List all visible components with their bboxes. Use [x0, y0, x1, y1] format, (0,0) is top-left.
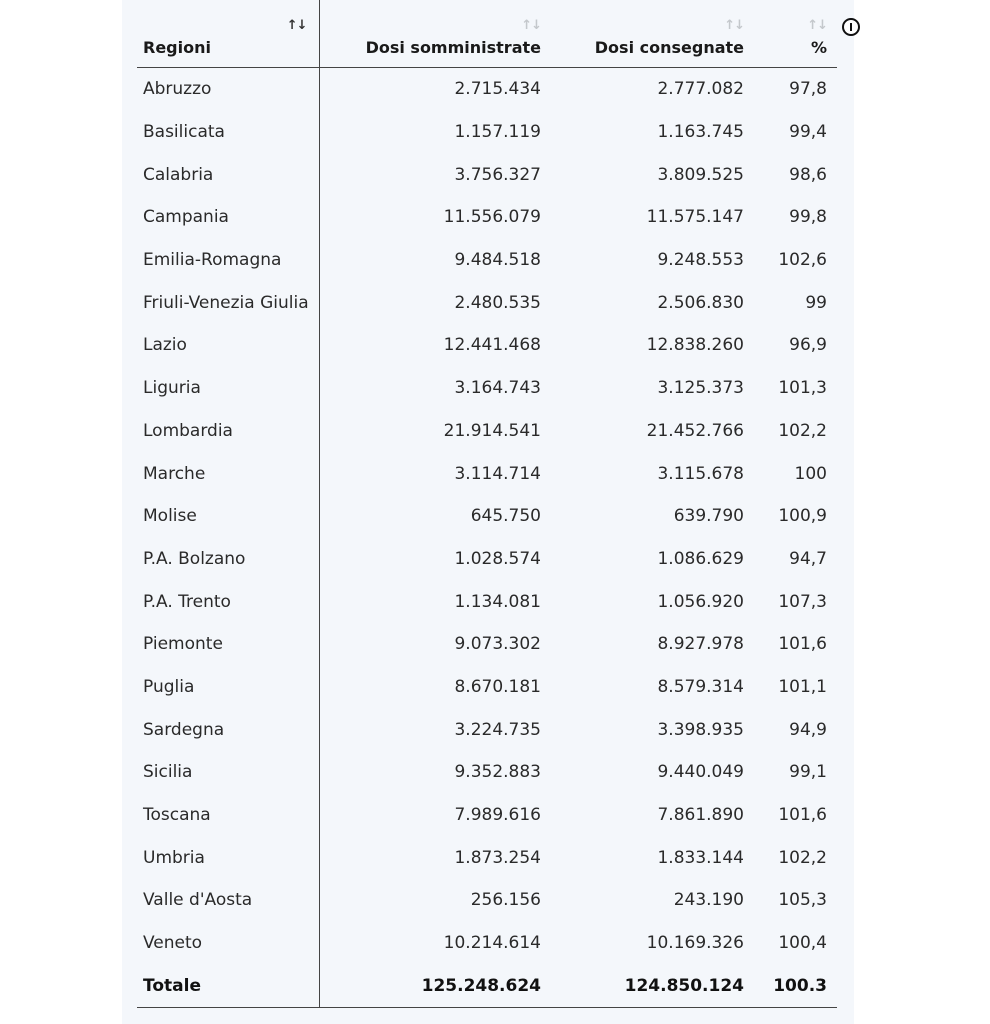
cell-administered: 7.989.616 [454, 805, 541, 826]
cell-delivered: 9.248.553 [657, 250, 744, 271]
table-row [137, 794, 837, 837]
sort-arrows-icon[interactable]: ↑↓ [286, 18, 307, 33]
table-row [137, 879, 837, 922]
column-header-region[interactable] [137, 0, 319, 68]
cell-administered: 1.873.254 [454, 847, 541, 868]
cell-region: Lombardia [137, 410, 319, 453]
cell-percent: 99,4 [789, 122, 827, 143]
info-icon-stem [850, 23, 852, 31]
cell-region: Molise [137, 495, 319, 538]
cell-region: Puglia [137, 666, 319, 709]
table-row [137, 367, 837, 410]
table-header [137, 0, 837, 68]
cell-delivered: 21.452.766 [646, 420, 744, 441]
sort-arrows-icon[interactable]: ↑↓ [724, 18, 744, 33]
column-header-label: Dosi consegnate [594, 38, 744, 57]
cell-percent: 101,6 [778, 634, 827, 655]
cell-delivered: 2.777.082 [657, 79, 744, 100]
cell-administered: 645.750 [470, 506, 541, 527]
cell-administered: 10.214.614 [443, 933, 541, 954]
cell-percent: 99 [805, 292, 827, 313]
cell-region: Marche [137, 452, 319, 495]
table-body [137, 68, 837, 1008]
cell-percent: 107,3 [778, 591, 827, 612]
table-row [137, 281, 837, 324]
cell-administered: 1.157.119 [454, 122, 541, 143]
cell-administered: 1.028.574 [454, 548, 541, 569]
cell-administered: 9.073.302 [454, 634, 541, 655]
column-header-administered[interactable] [319, 0, 551, 68]
cell-region: Valle d'Aosta [137, 879, 319, 922]
vaccine-doses-table-container [137, 0, 837, 1008]
info-icon[interactable] [842, 18, 860, 36]
table-row [137, 623, 837, 666]
cell-delivered: 1.056.920 [657, 591, 744, 612]
table-row [137, 410, 837, 453]
vaccine-doses-table [137, 0, 837, 1008]
column-header-label: Dosi somministrate [365, 38, 541, 57]
cell-administered: 2.715.434 [454, 79, 541, 100]
cell-percent: 101,6 [778, 805, 827, 826]
cell-region: Sardegna [137, 708, 319, 751]
cell-percent: 99,8 [789, 207, 827, 228]
total-row [137, 964, 837, 1008]
cell-region: Calabria [137, 153, 319, 196]
cell-region: P.A. Trento [137, 580, 319, 623]
cell-percent: 94,7 [789, 548, 827, 569]
cell-percent: 97,8 [789, 79, 827, 100]
cell-percent: 102,6 [778, 250, 827, 271]
cell-percent: 100,9 [778, 506, 827, 527]
total-label: Totale [137, 964, 319, 1008]
cell-region: Friuli-Venezia Giulia [137, 281, 319, 324]
cell-administered: 21.914.541 [443, 420, 541, 441]
column-header-label: Regioni [143, 38, 211, 57]
cell-administered: 9.352.883 [454, 762, 541, 783]
cell-administered: 3.756.327 [454, 164, 541, 185]
cell-delivered: 2.506.830 [657, 292, 744, 313]
cell-administered: 12.441.468 [443, 335, 541, 356]
cell-administered: 1.134.081 [454, 591, 541, 612]
cell-percent: 102,2 [778, 847, 827, 868]
cell-region: Emilia-Romagna [137, 239, 319, 282]
table-row [137, 153, 837, 196]
cell-delivered: 12.838.260 [646, 335, 744, 356]
cell-percent: 98,6 [789, 164, 827, 185]
cell-percent: 102,2 [778, 420, 827, 441]
cell-percent: 100,4 [778, 933, 827, 954]
cell-delivered: 9.440.049 [657, 762, 744, 783]
table-row [137, 452, 837, 495]
cell-percent: 101,3 [778, 378, 827, 399]
cell-delivered: 1.163.745 [657, 122, 744, 143]
cell-delivered: 3.398.935 [657, 719, 744, 740]
cell-region: Liguria [137, 367, 319, 410]
cell-percent: 100 [794, 463, 827, 484]
total-percent: 100.3 [754, 964, 837, 1008]
total-delivered: 124.850.124 [551, 964, 754, 1008]
table-row [137, 111, 837, 154]
cell-delivered: 7.861.890 [657, 805, 744, 826]
cell-delivered: 1.086.629 [657, 548, 744, 569]
table-row [137, 538, 837, 581]
cell-region: Veneto [137, 922, 319, 965]
cell-percent: 94,9 [789, 719, 827, 740]
cell-percent: 99,1 [789, 762, 827, 783]
cell-region: Toscana [137, 794, 319, 837]
table-row [137, 580, 837, 623]
cell-administered: 11.556.079 [443, 207, 541, 228]
cell-administered: 9.484.518 [454, 250, 541, 271]
column-header-label: % [810, 38, 827, 57]
cell-percent: 96,9 [789, 335, 827, 356]
header-row [137, 0, 837, 68]
cell-delivered: 3.809.525 [657, 164, 744, 185]
cell-region: Sicilia [137, 751, 319, 794]
cell-region: Lazio [137, 324, 319, 367]
cell-region: Piemonte [137, 623, 319, 666]
cell-administered: 3.114.714 [454, 463, 541, 484]
table-row [137, 922, 837, 965]
cell-region: Abruzzo [137, 68, 319, 111]
cell-region: Basilicata [137, 111, 319, 154]
table-row [137, 324, 837, 367]
column-header-delivered[interactable] [551, 0, 754, 68]
cell-administered: 3.224.735 [454, 719, 541, 740]
cell-delivered: 11.575.147 [646, 207, 744, 228]
table-row [137, 708, 837, 751]
table-row [137, 666, 837, 709]
cell-delivered: 639.790 [673, 506, 744, 527]
cell-administered: 256.156 [470, 890, 541, 911]
table-row [137, 495, 837, 538]
table-row [137, 196, 837, 239]
cell-region: Umbria [137, 836, 319, 879]
table-row [137, 68, 837, 111]
cell-delivered: 243.190 [673, 890, 744, 911]
cell-delivered: 8.927.978 [657, 634, 744, 655]
cell-region: Campania [137, 196, 319, 239]
cell-delivered: 10.169.326 [646, 933, 744, 954]
cell-delivered: 8.579.314 [657, 676, 744, 697]
cell-percent: 105,3 [778, 890, 827, 911]
table-row [137, 239, 837, 282]
column-header-percent[interactable] [754, 0, 837, 68]
table-row [137, 836, 837, 879]
cell-administered: 2.480.535 [454, 292, 541, 313]
sort-arrows-icon[interactable]: ↑↓ [521, 18, 541, 33]
table-row [137, 751, 837, 794]
cell-administered: 8.670.181 [454, 676, 541, 697]
sort-arrows-icon[interactable]: ↑↓ [807, 18, 827, 33]
cell-delivered: 1.833.144 [657, 847, 744, 868]
cell-percent: 101,1 [778, 676, 827, 697]
cell-delivered: 3.125.373 [657, 378, 744, 399]
cell-delivered: 3.115.678 [657, 463, 744, 484]
cell-region: P.A. Bolzano [137, 538, 319, 581]
total-administered: 125.248.624 [319, 964, 551, 1008]
cell-administered: 3.164.743 [454, 378, 541, 399]
